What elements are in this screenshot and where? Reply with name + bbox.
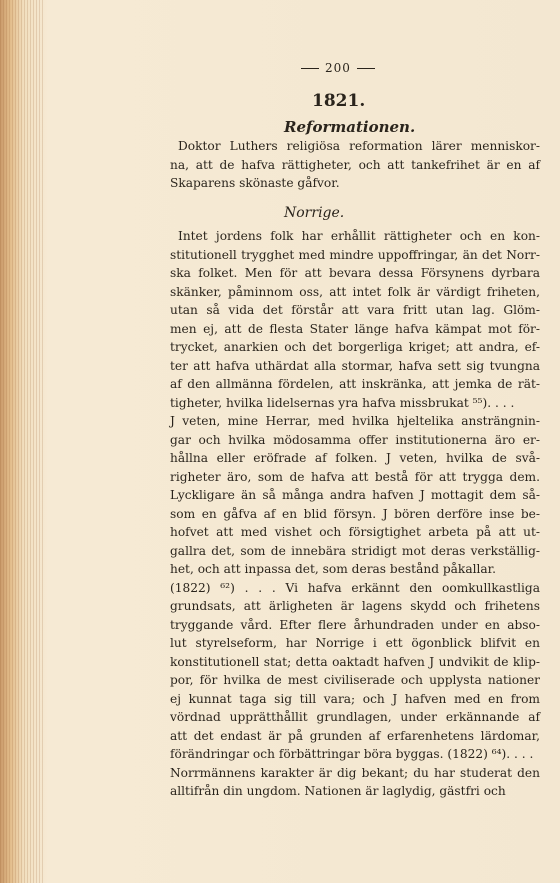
text-line: J veten, mine Herrar, med hvilka hjeltelika ansträngnin- xyxy=(170,414,540,428)
text-line: som en gåfva af en blid försyn. J bören derföre inse be- xyxy=(170,506,540,521)
book-binding-edge xyxy=(0,0,44,883)
text-line: Lyckligare än så många andra hafven J mottagit dem så- xyxy=(170,488,540,502)
text-line: men ej, att de flesta Stater länge hafva kämpat mot för- xyxy=(170,321,540,336)
text-line: por, för hvilka de mest civiliserade och upplysta nationer xyxy=(170,673,540,687)
year-heading: 1821. xyxy=(312,91,366,111)
text-line: hållna eller eröfrade af folken. J veten, hvilka de svå- xyxy=(170,451,540,465)
text-line: att det endast är på grunden af erfarenhetens lärdomar, xyxy=(170,728,540,743)
text-line: (1822) ⁶²) . . . Vi hafva erkännt den oomkullkastliga xyxy=(170,580,540,595)
text-line: Norrmännens karakter är dig bekant; du har studerat den xyxy=(170,765,540,780)
text-line: tigheter, hvilka lidelsernas yra hafva missbrukat ⁵⁵). . . . xyxy=(170,395,515,410)
text-line: Skaparens skönaste gåfvor. xyxy=(170,176,340,190)
text-line: stitutionell trygghet med mindre uppoffringar, än det Norr- xyxy=(170,247,540,262)
page-header xyxy=(295,61,381,75)
text-line: gar och hvilka mödosamma offer institutionerna äro er- xyxy=(170,432,540,447)
text-line: tryggande vård. Efter flere århundraden under en abso- xyxy=(170,617,540,632)
header-dash-left xyxy=(301,68,319,69)
text-line: vördnad upprätthållit grundlagen, under erkännande af xyxy=(170,710,540,724)
text-line: na, att de hafva rättigheter, och att tankefrihet är en af xyxy=(170,157,540,172)
header-dash-right xyxy=(357,68,375,69)
text-line: gallra det, som de innebära stridigt mot deras verkställig- xyxy=(170,543,540,558)
text-line: skänker, påminnom oss, att intet folk är värdigt friheten, xyxy=(170,284,540,299)
text-line: utan så vida det förstår att vara fritt utan lag. Glöm- xyxy=(170,303,540,317)
page-number: 200 xyxy=(325,61,351,75)
text-line: af den allmänna fördelen, att inskränka, att jemka de rät- xyxy=(170,377,540,391)
text-line: het, och att inpassa det, som deras bestånd påkallar. xyxy=(170,562,497,576)
text-line: konstitutionell stat; detta oaktadt hafven J undvikit de klip- xyxy=(170,654,540,669)
text-line: ter att hafva uthärdat alla stormar, hafva sett sig tvungna xyxy=(170,358,540,373)
text-line: righeter äro, som de hafva att bestå för att trygga dem. xyxy=(170,469,540,484)
text-line: trycket, anarkien och det borgerliga kriget; att andra, ef- xyxy=(170,340,540,354)
text-line: hofvet att med vishet och försigtighet arbeta på att ut- xyxy=(170,525,540,539)
text-line: ska folket. Men för att bevara dessa Försynens dyrbara xyxy=(170,266,540,280)
text-line: ej kunnat taga sig till vara; och J hafven med en from xyxy=(170,691,540,706)
text-line: grundsats, att ärligheten är lagens skydd och frihetens xyxy=(170,599,540,613)
text-line: alltifrån din ungdom. Nationen är laglydig, gästfri och xyxy=(170,784,506,798)
text-line: Intet jordens folk har erhållit rättigheter och en kon- xyxy=(178,229,540,243)
section-title: Reformationen. xyxy=(284,118,416,136)
text-line: förändringar och förbättringar böra byggas. (1822) ⁶⁴). . . . xyxy=(170,747,534,761)
text-line: Doktor Luthers religiösa reformation lärer menniskor- xyxy=(178,139,540,153)
subheading-norrige: Norrige. xyxy=(284,205,345,221)
text-line: lut styrelseform, har Norrige i ett ögonblick blifvit en xyxy=(170,636,540,650)
